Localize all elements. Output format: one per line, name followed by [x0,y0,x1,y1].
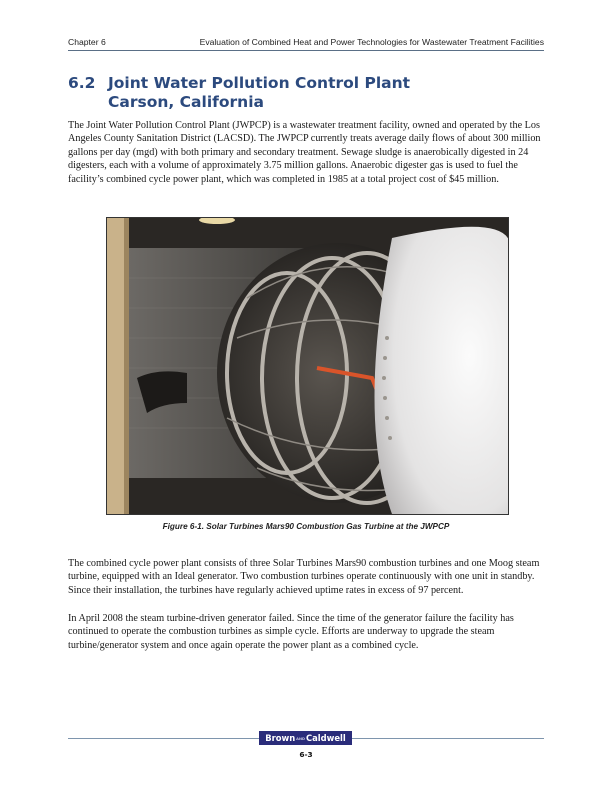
section-title-line1: Joint Water Pollution Control Plant [108,74,411,92]
turbine-photo [106,217,509,515]
section-number: 6.2 [68,74,96,92]
paragraph-generator-failure: In April 2008 the steam turbine-driven generator failed. Since the time of the generator failure the facility has continued to operate the combustion turbines as simple cycle. Efforts are underway to upgrade the steam turbine/generator system and once again operate the power plant as a combined cycle. [68,613,514,651]
logo-caldwell: Caldwell [305,733,346,743]
figure-caption: Figure 6-1. Solar Turbines Mars90 Combustion Gas Turbine at the JWPCP [162,522,450,531]
paragraph-power-plant: The combined cycle power plant consists of three Solar Turbines Mars90 combustion turbines and one Moog steam turbine, equipped with an Ideal generator. Two combustion turbines operate continuously with one unit in standby. Since their installation, the turbines have regularly achieved uptime rates in excess of 97 percent. [68,558,540,596]
turbine-photo-illustration [107,218,508,514]
page-number: 6-3 [299,750,313,759]
document-title: Evaluation of Combined Heat and Power Technologies for Wastewater Treatment Facilities [199,37,544,47]
paragraph-intro: The Joint Water Pollution Control Plant (JWPCP) is a wastewater treatment facility, owned and operated by the Los Angeles County Sanitation District (LACSD). The JWPCP currently treats average daily flows of about 300 million gallons per day (mgd) with both primary and secondary treatment. Sewage sludge is anaerobically digested in 24 digesters, each with a volume of approximately 3.75 million gallons. Anaerobic digester gas is used to fuel the facility’s combined cycle power plant, which was completed in 1985 at a total project cost of $45 million. [68,120,541,185]
section-heading [68,74,410,112]
brown-and-caldwell-logo [259,731,352,745]
section-title-line2: Carson, California [108,93,264,111]
logo-brown: Brown [265,733,296,743]
running-header [68,36,544,51]
logo-and: AND [296,736,305,741]
chapter-label: Chapter 6 [68,37,106,47]
